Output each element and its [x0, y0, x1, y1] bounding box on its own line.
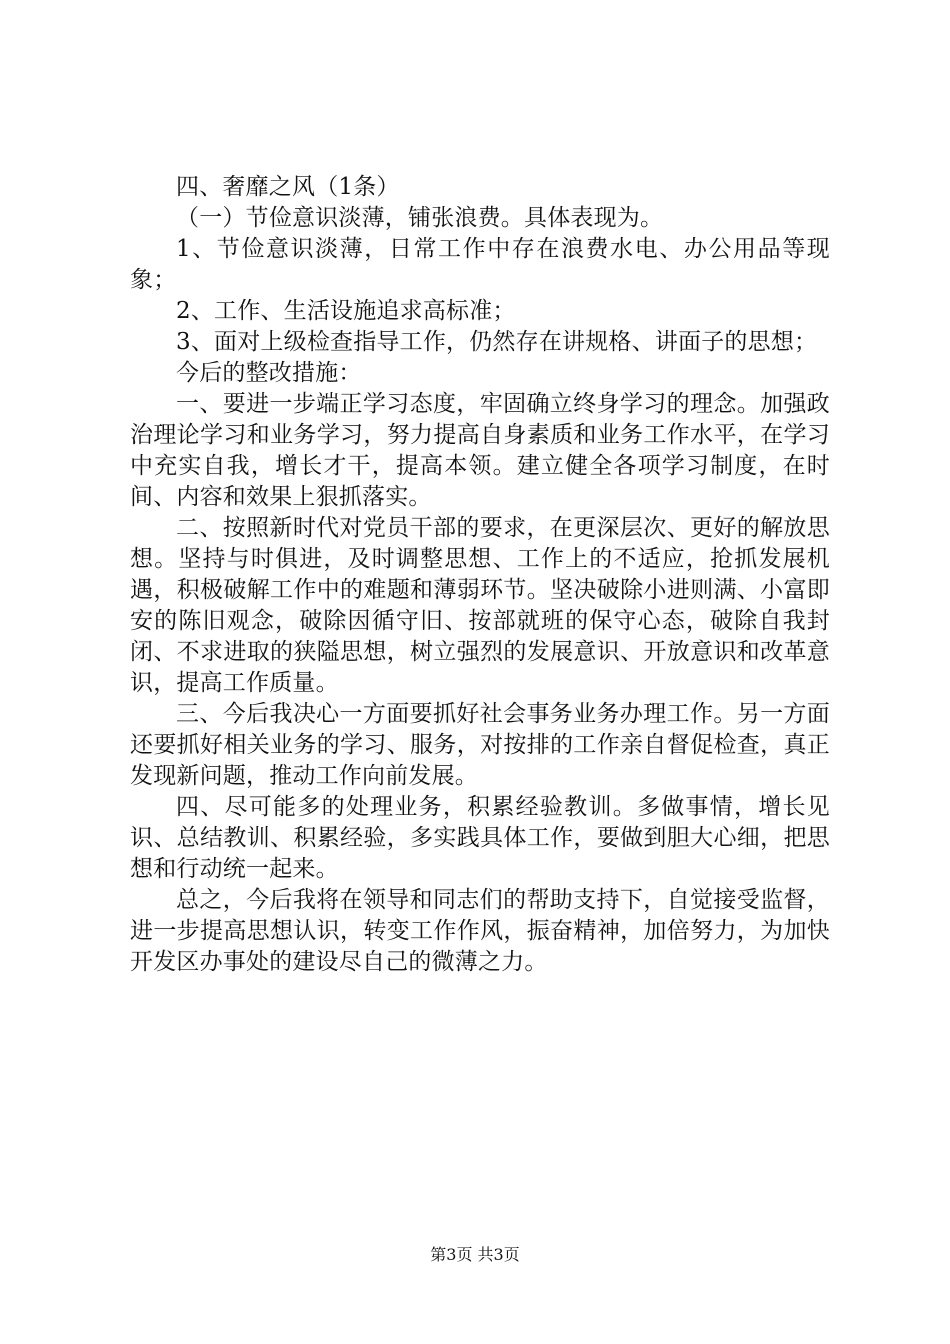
list-item-3: 3、面对上级检查指导工作，仍然存在讲规格、讲面子的思想； — [176, 329, 818, 355]
list-item-1: 1、节俭意识淡薄，日常工作中存在浪费水电、办公用品等现象； — [130, 236, 830, 293]
measure-paragraph-4: 四、尽可能多的处理业务，积累经验教训。多做事情，增长见识、总结教训、积累经验，多实践具体工作，要做到胆大心细，把思想和行动统一起来。 — [130, 794, 830, 882]
measure-paragraph-3: 三、今后我决心一方面要抓好社会事务业务办理工作。另一方面还要抓好相关业务的学习、服务，对按排的工作亲自督促检查，真正发现新问题，推动工作向前发展。 — [130, 701, 830, 789]
section-heading-extravagance: 四、奢靡之风（1条） — [176, 174, 400, 200]
measures-heading: 今后的整改措施： — [176, 360, 362, 386]
measure-paragraph-2: 二、按照新时代对党员干部的要求，在更深层次、更好的解放思想。坚持与时俱进，及时调整思想、工作上的不适应，抢抓发展机遇，积极破解工作中的难题和薄弱环节。坚决破除小进则满、小富即安的陈旧观念，破除因循守旧、按部就班的保守心态，破除自我封闭、不求进取的狭隘思想，树立强烈的发展意识、开放意识和改革意识，提高工作质量。 — [130, 515, 830, 696]
subsection-heading-frugality: （一）节俭意识淡薄，铺张浪费。具体表现为。 — [176, 205, 664, 231]
page-number-footer: 第3页 共3页 — [430, 1245, 520, 1264]
measure-paragraph-1: 一、要进一步端正学习态度，牢固确立终身学习的理念。加强政治理论学习和业务学习，努力提高自身素质和业务工作水平，在学习中充实自我，增长才干，提高本领。建立健全各项学习制度，在时间、内容和效果上狠抓落实。 — [130, 391, 830, 510]
list-item-2: 2、工作、生活设施追求高标准； — [176, 298, 516, 324]
conclusion-paragraph: 总之，今后我将在领导和同志们的帮助支持下，自觉接受监督，进一步提高思想认识，转变工作作风，振奋精神，加倍努力，为加快开发区办事处的建设尽自己的微薄之力。 — [130, 887, 830, 975]
document-body — [130, 172, 830, 978]
